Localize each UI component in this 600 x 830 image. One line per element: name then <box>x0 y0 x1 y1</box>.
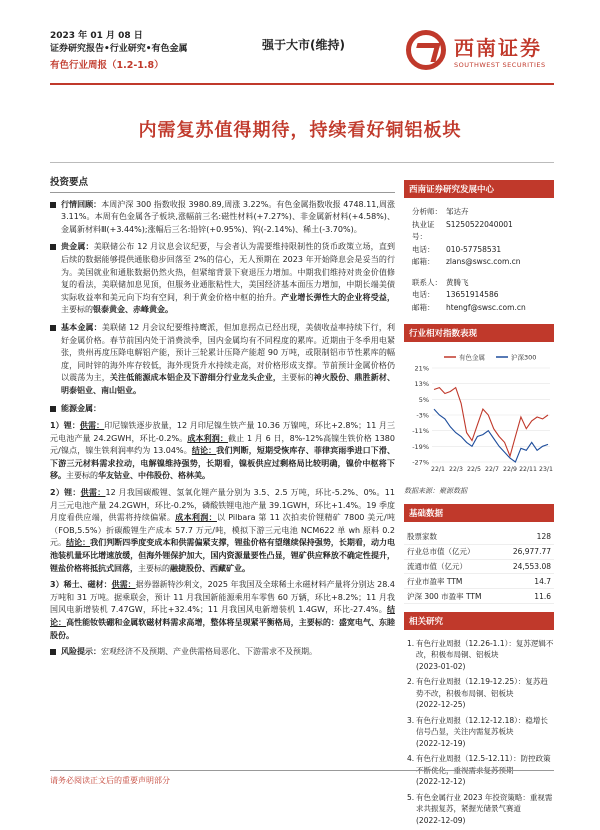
legend-label: 沪深300 <box>511 353 537 362</box>
y-tick-label: 5% <box>418 395 429 404</box>
related-date: (2022-12-09) <box>416 815 466 825</box>
related-number: 4. <box>407 754 415 764</box>
sidebar <box>404 180 554 830</box>
data-value: 24,553.08 <box>501 559 554 574</box>
related-item[interactable] <box>404 715 554 750</box>
x-tick-label: 22/3 <box>449 466 463 473</box>
data-row <box>404 574 554 589</box>
data-row <box>404 559 554 574</box>
para-rare-earth: 3）稀土、磁材：供需：据券器新特沙利文，2025 年我国及全球稀土永磁材料产量将分别达 28.4 万吨和 31 万吨。据乘联会，预计 11 月我国新能源乘用车零售 60 万辆，环比+8.2%；11 月我国风电新增装机 7.47GW，环比+32.4%；11 月我国风电新增装机 1.4GW，环比-27.4%。结论：高性能钕铁硼和金属软磁材料需求高增，整体将呈现紧平衡格局，主要标的：盛宽电气、东睦股份。 <box>50 580 396 640</box>
contact-row: 联系人： 黄腾飞 <box>412 277 469 287</box>
related-number: 2. <box>407 677 415 687</box>
basic-data-table <box>404 530 554 604</box>
related-heading: 相关研究 <box>404 612 554 630</box>
para-nickel: 1）锂：供需：印尼镍铁逐步放量，12 月印尼镍生铁产量 10.36 万镍吨，环比+2.8%；11 月三元电池产量 24.2GWH，环比-0.2%。成本利润：截止 1 月 6 日，8%-12%高镍生铁价格 1380 元/镍点，镍生铁利润率约为 13.04%。结论：我们判断，短期受恢库存、菲律宾雨季进口下滑、下游三元材料需求拉动，电解镍维持强势，长期看，镍板供应过剩格局比较明确，镍价中枢将下移。主要标的华友钴业、中伟股份、格林美。 <box>50 421 396 481</box>
x-tick-label: 22/5 <box>467 466 481 473</box>
contact-email-row: 邮箱： htengf@swsc.com.cn <box>412 302 526 312</box>
analyst-row: 分析师： 邹达卉 <box>412 207 469 216</box>
x-tick-label: 22/11 <box>519 466 537 473</box>
related-item[interactable] <box>404 676 554 711</box>
bullet-risk: 风险提示：宏观经济不及预期、产业供需格局恶化、下游需求不及预期。 <box>50 646 395 659</box>
tel-row: 电话： 010-57758531 <box>412 244 502 254</box>
chart-heading: 行业相对指数表现 <box>404 324 554 342</box>
chart-source: 数据来源：聚源数据 <box>404 487 467 495</box>
section-heading: 投资要点 <box>50 177 395 193</box>
data-key: 沪深 300 市盈率 TTM <box>404 589 501 604</box>
data-key: 流通市值（亿元） <box>404 559 501 574</box>
report-series: 有色行业周报（1.2-1.8） <box>50 60 164 71</box>
title-divider <box>50 162 554 163</box>
related-item[interactable] <box>404 638 554 673</box>
header-divider <box>50 83 554 85</box>
team-heading: 西南证券研究发展中心 <box>404 180 554 198</box>
data-value: 128 <box>501 530 554 544</box>
related-date: (2022-12-12) <box>416 777 466 787</box>
data-key: 行业市盈率 TTM <box>404 574 501 589</box>
related-title: 有色金属行业 2023 年投资策略：重视需求共振复苏，紧握光储景气赛道 <box>416 792 553 814</box>
header-meta <box>50 30 188 72</box>
related-date: (2023-01-02) <box>416 661 466 671</box>
chart-svg <box>404 350 554 480</box>
data-key: 股票家数 <box>404 530 501 544</box>
email-row: 邮箱： zlans@swsc.com.cn <box>412 257 521 266</box>
data-value: 26,977.77 <box>501 544 554 559</box>
related-date: (2022-12-19) <box>416 738 466 748</box>
logo-name-en: SOUTHWEST SECURITIES <box>454 60 546 69</box>
related-title: 有色行业周报（12.26-1.1）：复苏逻辑不改，积极布局铜、铝板块 <box>416 638 554 660</box>
y-tick-label: -19% <box>412 442 429 451</box>
legend-label: 有色金属 <box>459 353 485 362</box>
bullet-base-metals: 基本金属：美联储 12 月会议纪要维持鹰派，但加息拐点已经出现，美债收益率持续下行，利好金属价格。春节前国内处于消费淡季，国内金属均有不同程度的累库。近期由于冬季用电紧张，贵州再度压降电解铝产能，预计三轮累计压降产能超 90 万吨，或限制铝市节性累库的幅度，同时锌的海外库存较低，海外现货升水持续走高，对价格形成支撑。节前预计金属价格仍以震荡为主，关注低能源成本铝企及下游细分行业龙头企业，主要标的神火股份、鼎胜新材、明泰铝业、南山铝业。 <box>50 322 395 398</box>
y-tick-label: -27% <box>412 458 429 467</box>
bullet-energy-metals: 能源金属： <box>50 403 395 416</box>
related-number: 1. <box>407 638 415 648</box>
related-date: (2022-12-25) <box>416 700 466 710</box>
y-tick-label: -3% <box>416 411 429 420</box>
y-tick-label: 13% <box>414 380 429 389</box>
series-line-csi300 <box>434 409 548 462</box>
related-number: 5. <box>407 792 415 802</box>
x-tick-label: 22/1 <box>431 466 445 473</box>
cert-row: 执业证号： S1250522040001 <box>412 219 513 241</box>
para-lithium: 2）锂：供需：12 月我国碳酸锂、氢氧化锂产量分别为 3.5、2.5 万吨，环比-5.2%、0%。11 月三元电池产量 24.2GWH，环比-0.2%，磷酸铁锂电池产量 39.1GWH，环比+1.4%。19 季度月度看供应端，供需将持续偏紧。成本利润：以 Pilbara 第 11 次拍卖价锂精矿 7800 美元/吨（FOB,5.5%）折碳酸锂生产成本 57.7 万元/吨，模拟下游三元电池 NCM622 单 wh 原料 0.2 元。结论：我们判断四季度变成本和供需偏紧支撑，锂盐价格有望继续保持强势，长期看，动力电池装机量环比增速放缓，但海外锂保护加大，国内资源量要性凸显，锂矿供应释放不确定性提升，锂盐价格将抵抗式回落，主要标的融捷股份、西藏矿业。 <box>50 488 396 573</box>
industry-rating: 强于大市(维持) <box>262 38 345 52</box>
series-line-nonferrous <box>434 388 548 457</box>
report-category: 证券研究报告•行业研究•有色金属 <box>50 44 188 54</box>
related-title: 有色行业周报（12.12-12.18）：稳增长信号凸显，关注内需复苏板块 <box>416 715 548 737</box>
y-tick-label: 21% <box>414 364 429 373</box>
data-value: 11.6 <box>501 589 554 604</box>
data-value: 14.7 <box>501 574 554 589</box>
x-tick-label: 22/7 <box>485 466 499 473</box>
x-tick-label: 23/1 <box>539 466 553 473</box>
y-tick-label: -11% <box>412 427 429 436</box>
data-key: 行业总市值（亿元） <box>404 544 501 559</box>
related-title: 有色行业周报（12.19-12.25）：复苏趋势不改，积极布局铜、铝板块 <box>416 677 548 698</box>
related-number: 3. <box>407 715 415 725</box>
related-title: 有色行业周报（12.5-12.11）：防控政策不断优化，重视需求复苏预期 <box>416 754 551 775</box>
data-row <box>404 589 554 604</box>
report-title: 内需复苏值得期待，持续看好铜铝板块 <box>138 120 462 141</box>
data-row <box>404 544 554 559</box>
related-item[interactable] <box>404 792 554 827</box>
related-list <box>404 638 554 827</box>
contact-tel-row: 电话： 13651914586 <box>412 290 499 299</box>
bullet-precious-metals: 贵金属：美联储公布 12 月议息会议纪要，与会者认为需要维持限制性的货币政策立场，直到后续的数据能够提供通胀稳步回落至 2%的信心，无人预期在 2023 年开始降息会是妥当的行为。美国就业和通胀数据仍然火热，但紧缩背景下衰退压力增加。中期我们维持对贵金价值修复的看法，美联储加息见顶，但服务业通胀粘性大，美国经济基本面压力增加，中期长端美债实际收益率和美元向下均有空间，利于黄金价格中枢的抬升。产业增长弹性大的企业将受益，主要标的银泰黄金、赤峰黄金。 <box>50 241 395 317</box>
company-logo <box>406 30 546 70</box>
bullet-market-review: 行情回顾：本周沪深 300 指数收报 3980.89,周涨 3.22%。有色金属指数收报 4748.11,周涨 3.11%。本周有色金属各子板块,涨幅前三名:磁性材料(+7.27%)、非金属新材料(+4.58%)、金属新材料Ⅲ(+3.44%);涨幅后三名:铅锌(+0.95%)、钨(-2.14%)、稀土(-3.70%)。 <box>50 199 395 237</box>
data-row <box>404 530 554 544</box>
logo-name-cn: 西南证券 <box>454 35 542 60</box>
footer-disclaimer: 请务必阅读正文后的重要声明部分 <box>50 770 554 786</box>
data-heading: 基础数据 <box>404 504 554 522</box>
main-content <box>50 177 395 664</box>
logo-icon <box>406 30 446 70</box>
relative-index-chart <box>404 350 554 480</box>
x-tick-label: 22/9 <box>503 466 517 473</box>
report-date: 2023 年 01 月 08 日 <box>50 31 143 41</box>
